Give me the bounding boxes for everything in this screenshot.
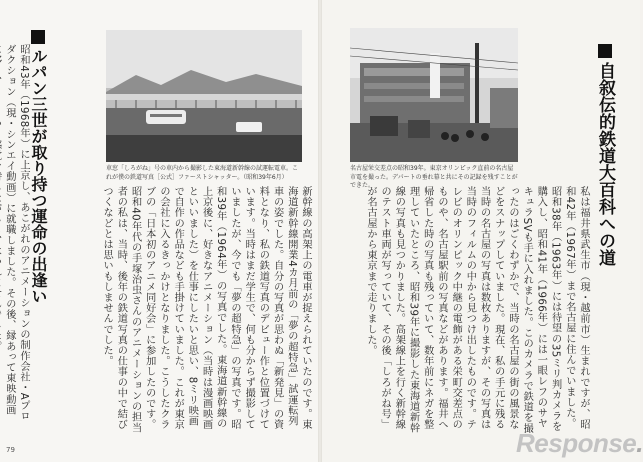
heading-square-icon [598, 44, 612, 58]
left-body-text: 新幹線の高架上の電車が捉えられていたのです。東海道新幹線開業4カ月前の「夢の超特急」試運転列車の姿でした。自分の写真が思わぬ「新発見」の資料となり、私の鉄道写真のデビュー作と位置づけています。当時はまだ学生で、何も分からず撮影していましたが、今でも「夢の超特急」の写真です。昭和39年（1964年）の写真でした。東海道新幹線の上京後に、好きなアニメーション（当時は漫画映画といいました）を仕事にしたいと思い、8ミリ映画で自作の作品なども手掛けていました。これが東京の会社に入るきっかけとなりました。こうしたクラブの「日本初のアニメ同好会」に参加したのです。昭和40年代の手塚治虫さんのアニメーションの担当者の私は、当時、後年の鉄道写真の仕事の中で結びつくなどとは思いもしませんでした。 [101, 186, 311, 433]
left-page-number: 79 [6, 446, 15, 454]
heading-square-icon [31, 30, 45, 44]
left-first-column-text: 昭和43年（1968年）に上京し、あこがれのアニメーションの制作会社・Aプロダクション（現・シンエイ動画）に就職しました。その後、縁あって東映動画 [3, 44, 29, 422]
left-photo-caption: 車窓「しろがね」号の車内から撮影した東海道新幹線の試運転電車。これが僕の鉄道写真［公式］ファーストシャッター。（昭和39年6月） [106, 165, 299, 181]
book-gutter [318, 0, 322, 462]
right-body-text: 私は福井県武生市（現・越前市）生まれですが、昭和42年（1967年）まで名古屋に住んでいました。昭和38年（1963年）には待望の35ミリ判カメラを購入し、昭和41年（1966年）には一眼レフのサヤキュラSVも手に入れました。このカメラで鉄道を撮ったのはごくわずかで、当時の名古屋の街の風景などをスナップしていました。現在、私の手元に残る当時の名古屋の写真は数枚ありますが、その写真は当時のフィルムの中から見つけ出したものです。テレビのオリンピック中継の電飾がある栄町交差点のものや、名古屋駅前の写真などがあります。福井へ帰省した時の写真も残っていて、数年前にネガを整理していたところ、昭和39年に撮影した東海道新幹線の写真も見つかりました。高架線上を行く新幹線のテスト車両が写っていて、その後「しろがね号」が名古屋から東京まで走りました。 [364, 186, 589, 434]
nagoya-street-image [350, 28, 518, 162]
left-photo-shinkansen [106, 30, 302, 162]
left-section-heading: ルパン三世が取り持つ運命の出逢い [30, 30, 47, 304]
logo-suffix: . [636, 428, 643, 458]
logo-main-text: Response [516, 428, 637, 458]
right-photo-caption: 名古屋栄交差点の昭和39年。東京オリンピック直前の名古屋市電を撮った。デパートの垂れ幕と共にその記録を残すことができた。 [350, 165, 518, 189]
right-section-heading: 自叙伝的鉄道大百科への道 [596, 44, 614, 266]
response-logo [516, 428, 643, 459]
shinkansen-landscape-image [106, 30, 302, 162]
right-photo-nagoya-sakae [350, 28, 518, 162]
